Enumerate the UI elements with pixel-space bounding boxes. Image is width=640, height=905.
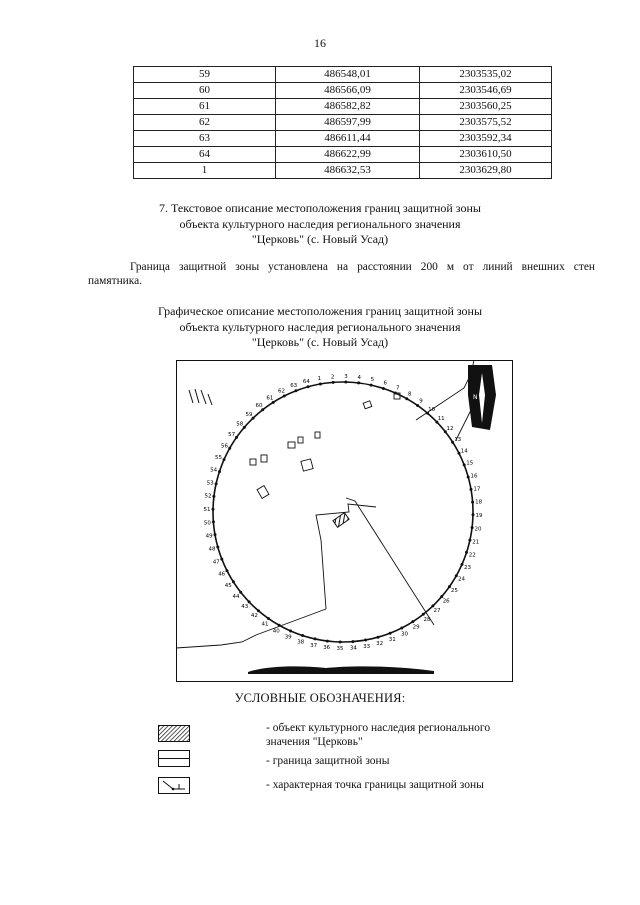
boundary-point (226, 569, 229, 572)
boundary-point (257, 609, 260, 612)
boundary-point (212, 520, 215, 523)
legend-item-boundary: - граница защитной зоны (266, 755, 390, 767)
boundary-point (394, 392, 397, 395)
x-coordinate-cell: 486622,99 (276, 147, 420, 163)
x-coordinate-cell: 486548,01 (276, 67, 420, 83)
boundary-point (326, 640, 329, 643)
boundary-point-label: 39 (284, 634, 292, 641)
graphic-line3: "Церковь" (с. Новый Усад) (251, 335, 389, 349)
x-coordinate-cell: 486582,82 (276, 99, 420, 115)
boundary-point (382, 387, 385, 390)
boundary-point (470, 488, 473, 491)
point-number-cell: 63 (134, 131, 276, 147)
boundary-point (472, 513, 475, 516)
boundary-point (431, 604, 434, 607)
boundary-point (319, 383, 322, 386)
boundary-point (468, 539, 471, 542)
boundary-point-label: 12 (446, 426, 454, 432)
boundary-point-label: 34 (349, 645, 357, 652)
y-coordinate-cell: 2303546,69 (420, 83, 552, 99)
boundary-point-label: 5 (370, 377, 375, 384)
table-row (134, 163, 552, 179)
boundary-point-label: 19 (475, 513, 483, 519)
boundary-point-label: 33 (363, 643, 371, 650)
point-number-cell: 1 (134, 163, 276, 179)
boundary-point (370, 384, 373, 387)
boundary-point (215, 482, 218, 485)
north-arrow-label: N (473, 394, 478, 401)
boundary-point-label: 48 (208, 546, 216, 553)
characteristic-point-icon (159, 778, 189, 793)
boundary-point (212, 508, 215, 511)
protection-zone-map (176, 360, 513, 682)
boundary-point-label: 57 (228, 432, 236, 438)
boundary-point (223, 458, 226, 461)
boundary-point (220, 558, 223, 561)
table-row (134, 99, 552, 115)
legend-item-point: - характерная точка границы защитной зоны (266, 779, 484, 791)
boundary-point-label: 56 (221, 443, 228, 450)
boundary-point (232, 580, 235, 583)
legend-item-heritage-line1: - объект культурного наследия регионального (266, 722, 491, 734)
table-row (134, 131, 552, 147)
boundary-point-label: 60 (255, 403, 263, 409)
boundary-point (471, 501, 474, 504)
boundary-point-label: 29 (412, 624, 420, 631)
boundary-point-label: 43 (241, 604, 249, 610)
boundary-point-label: 11 (437, 416, 445, 422)
boundary-point-label: 54 (210, 467, 218, 474)
legend-title: УСЛОВНЫЕ ОБОЗНАЧЕНИЯ: (234, 691, 406, 705)
boundary-point-label: 14 (460, 448, 468, 455)
point-number-cell: 62 (134, 115, 276, 131)
y-coordinate-cell: 2303629,80 (420, 163, 552, 179)
x-coordinate-cell: 486566,09 (276, 83, 420, 99)
boundary-point-label: 23 (464, 564, 471, 571)
boundary-point-label: 44 (232, 594, 240, 600)
legend-item-heritage (266, 721, 490, 749)
boundary-point-label: 40 (272, 628, 280, 635)
boundary-point-label: 46 (218, 571, 226, 578)
graphic-heading (0, 304, 640, 351)
boundary-point (301, 634, 304, 637)
x-coordinate-cell: 486632,53 (276, 163, 420, 179)
table-row (134, 67, 552, 83)
boundary-point (235, 436, 238, 439)
boundary-point-label: 27 (433, 608, 441, 615)
boundary-point-label: 64 (302, 379, 310, 385)
section7-line3: "Церковь" (с. Новый Усад) (251, 232, 389, 246)
boundary-point-label: 36 (323, 645, 331, 651)
y-coordinate-cell: 2303575,52 (420, 115, 552, 131)
boundary-point (344, 381, 347, 384)
point-number-cell: 61 (134, 99, 276, 115)
boundary-point (465, 551, 468, 554)
boundary-point-label: 15 (466, 460, 474, 467)
coordinates-table (133, 66, 552, 179)
boundary-point-label: 1 (317, 376, 322, 383)
boundary-point-label: 41 (261, 621, 269, 628)
paragraph-line2: памятника. (88, 275, 143, 287)
boundary-point-label: 4 (357, 375, 362, 381)
boundary-point-label: 2 (330, 374, 335, 381)
boundary-point-label: 17 (473, 486, 481, 493)
legend-point-symbol (158, 777, 190, 794)
boundary-point (248, 600, 251, 603)
boundary-point-label: 37 (310, 642, 318, 649)
boundary-point (389, 632, 392, 635)
map-svg (176, 360, 513, 682)
boundary-point-label: 16 (470, 473, 478, 480)
boundary-point-label: 30 (401, 631, 408, 638)
legend-boundary-symbol (158, 750, 190, 767)
x-coordinate-cell: 486597,99 (276, 115, 420, 131)
page-number: 16 (314, 36, 326, 50)
boundary-point-label: 18 (475, 499, 483, 506)
boundary-point-label: 50 (203, 520, 211, 527)
boundary-point-label: 31 (388, 636, 396, 643)
boundary-point (294, 389, 297, 392)
legend-item-heritage-line2: значения "Церковь" (266, 736, 363, 748)
section7-heading (0, 201, 640, 248)
point-number-cell: 59 (134, 67, 276, 83)
boundary-point-label: 42 (250, 613, 258, 620)
boundary-point-label: 20 (474, 526, 482, 533)
x-coordinate-cell: 486611,44 (276, 131, 420, 147)
y-coordinate-cell: 2303592,34 (420, 131, 552, 147)
boundary-point (283, 395, 286, 398)
boundary-point-label: 55 (215, 455, 222, 462)
boundary-point (267, 617, 270, 620)
boundary-point-label: 24 (458, 576, 465, 583)
boundary-point-label: 62 (278, 388, 285, 395)
boundary-point (400, 627, 403, 630)
boundary-point-label: 51 (203, 507, 211, 513)
boundary-point (272, 401, 275, 404)
boundary-point-label: 35 (336, 646, 344, 652)
boundary-point (471, 526, 474, 529)
boundary-point (377, 636, 380, 639)
boundary-point (228, 447, 231, 450)
legend-heritage-symbol (158, 725, 190, 742)
boundary-point-label: 38 (297, 639, 305, 646)
boundary-point-label: 32 (376, 641, 384, 647)
boundary-point-label: 21 (472, 539, 480, 546)
y-coordinate-cell: 2303610,50 (420, 147, 552, 163)
boundary-point-label: 52 (204, 493, 212, 500)
boundary-point (364, 639, 367, 642)
boundary-point-label: 22 (468, 552, 476, 559)
y-coordinate-cell: 2303535,02 (420, 67, 552, 83)
point-number-cell: 60 (134, 83, 276, 99)
boundary-point (351, 640, 354, 643)
boundary-point (239, 591, 242, 594)
boundary-point-label: 25 (450, 588, 458, 594)
boundary-point-label: 13 (454, 436, 462, 443)
boundary-point (214, 533, 217, 536)
boundary-point-label: 10 (428, 406, 436, 413)
boundary-point (411, 620, 414, 623)
boundary-point-label: 58 (236, 421, 244, 428)
boundary-point-label: 8 (407, 391, 412, 398)
table-row (134, 115, 552, 131)
boundary-point-label: 45 (224, 583, 232, 590)
section7-line1: 7. Текстовое описание местоположения границ защитной зоны (159, 201, 481, 215)
boundary-point-label: 28 (423, 617, 431, 623)
boundary-point (332, 381, 335, 384)
point-number-cell: 64 (134, 147, 276, 163)
boundary-point (289, 630, 292, 633)
boundary-point-label: 7 (396, 385, 400, 392)
graphic-line1: Графическое описание местоположения границ защитной зоны (157, 304, 483, 318)
boundary-point-label: 61 (266, 395, 274, 402)
boundary-point-label: 9 (419, 398, 423, 405)
table-row (134, 83, 552, 99)
boundary-point (212, 495, 215, 498)
boundary-paragraph (88, 260, 595, 288)
section7-line2: объекта культурного наследия регионального значения (179, 216, 461, 231)
boundary-point (463, 463, 466, 466)
boundary-point (405, 397, 408, 400)
graphic-line2: объекта культурного наследия регионального значения (179, 319, 461, 334)
boundary-point (278, 624, 281, 627)
boundary-point-label: 6 (383, 380, 388, 387)
boundary-point (307, 385, 310, 388)
boundary-point-label: 47 (212, 559, 220, 566)
boundary-point (313, 637, 316, 640)
boundary-point (218, 470, 221, 473)
boundary-point (422, 613, 425, 616)
boundary-point-label: 59 (245, 411, 253, 418)
boundary-point-label: 3 (344, 374, 348, 380)
table-row (134, 147, 552, 163)
boundary-point (216, 546, 219, 549)
boundary-point-label: 63 (290, 383, 298, 390)
boundary-point (357, 381, 360, 384)
boundary-point (467, 476, 470, 479)
boundary-point-label: 49 (205, 533, 213, 540)
boundary-point-label: 53 (206, 480, 214, 487)
y-coordinate-cell: 2303560,25 (420, 99, 552, 115)
paragraph-line1: Граница защитной зоны установлена на расстоянии 200 м от линий внешних стен (130, 261, 595, 273)
boundary-point-label: 26 (442, 598, 450, 605)
boundary-point (339, 641, 342, 644)
